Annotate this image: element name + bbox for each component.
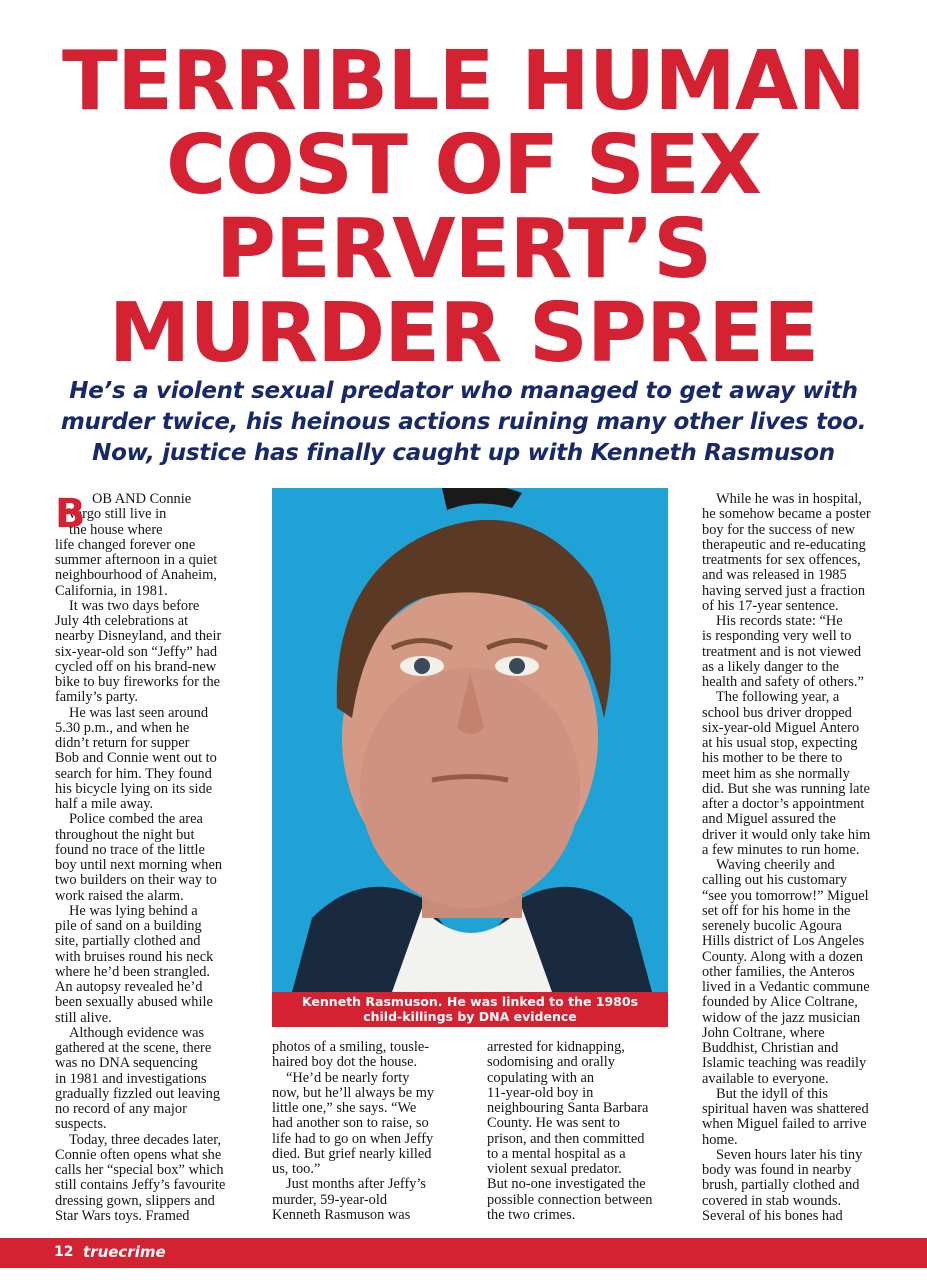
text-line: covered in stab wounds. [702,1192,842,1209]
text-line: calling out his customary [702,872,848,889]
text-line: But the idyll of this [716,1085,828,1102]
text-line: little one,” she says. “We [272,1100,417,1116]
text-line: found no trace of the little [55,841,205,858]
text-line: neighbouring Santa Barbara [487,1100,649,1116]
text-line: possible connection between [487,1191,653,1208]
text-line: sodomising and orally [487,1054,615,1071]
text-line: did. But she was running late [702,780,870,797]
text-line: The following year, a [716,689,840,706]
text-line: copulating with an [487,1069,595,1086]
text-line: his bicycle lying on its side [55,780,213,797]
text-line: having served just a fraction [702,582,866,599]
text-line: us, too.” [272,1161,321,1177]
text-line: home. [702,1131,738,1148]
text-line: the two crimes. [487,1206,576,1223]
drop-cap: B [55,491,86,537]
text-line: murder, 59-year-old [272,1191,388,1208]
text-line: is responding very well to [702,628,852,645]
text-line: He was lying behind a [69,902,198,919]
text-line: available to everyone. [702,1070,829,1087]
text-line: now, but he’ll always be my [272,1084,435,1101]
standfirst-line: murder twice, his heinous actions ruining many other lives too. [60,409,867,435]
text-line: site, partially clothed and [55,933,201,950]
article-column-1 [55,492,245,1224]
text-line: throughout the night but [55,826,195,843]
text-line: California, in 1981. [55,582,168,599]
page-number: 12 [54,1244,74,1260]
text-line: Vargo still live in [67,506,167,523]
text-line: His records state: “He [716,613,843,629]
text-line: Police combed the area [69,811,203,828]
footer-bar [0,1238,927,1268]
headline [0,34,927,381]
standfirst-line: Now, justice has finally caught up with Kenneth Rasmuson [92,440,835,466]
text-line: body was found in nearby [702,1162,852,1178]
text-line: he somehow became a poster [702,506,871,523]
text-line: when Miguel failed to arrive [702,1116,867,1133]
text-line: boy until next morning when [55,857,223,873]
text-line: dressing gown, slippers and [55,1192,215,1209]
text-line: had another son to raise, so [272,1115,429,1132]
text-line: in 1981 and investigations [55,1070,207,1087]
text-line: arrested for kidnapping, [487,1039,625,1055]
headline-line: MURDER SPREE [108,286,819,381]
text-line: widow of the jazz musician [702,1009,861,1026]
text-line: treatments for sex offences, [702,552,861,568]
text-line: prison, and then committed [487,1130,645,1147]
text-line: OB AND Connie [92,491,192,507]
text-line: six-year-old son “Jeffy” had [55,643,218,660]
text-line: While he was in hospital, [716,491,862,507]
text-line: to a mental hospital as a [487,1145,626,1162]
text-line: as a likely danger to the [702,658,840,675]
text-line: still alive. [55,1009,112,1026]
text-line: “see you tomorrow!” Miguel [702,887,869,904]
text-line: two builders on their way to [55,872,217,889]
text-line: died. But grief nearly killed [272,1145,432,1162]
text-line: a few minutes to run home. [702,841,860,858]
text-line: suspects. [55,1116,107,1133]
headline-line: COST OF SEX [166,118,761,213]
text-line: treatment and is not viewed [702,643,862,660]
text-line: meet him as she normally [702,765,850,782]
portrait-illustration [272,488,668,992]
text-line: Several of his bones had [702,1207,843,1224]
text-line: life had to go on when Jeffy [272,1130,434,1147]
text-line: set off for his home in the [702,902,851,919]
headline-line: TERRIBLE HUMAN [62,34,865,129]
text-line: the house where [69,521,163,538]
text-line: search for him. They found [55,765,212,782]
text-line: Seven hours later his tiny [716,1146,863,1163]
text-line: County. He was sent to [487,1115,620,1132]
text-line: life changed forever one [55,536,196,553]
text-line: “He’d be nearly forty [286,1069,410,1086]
portrait-photo [272,488,668,992]
text-line: Hills district of Los Angeles [702,933,865,950]
text-line: photos of a smiling, tousle- [272,1039,430,1055]
text-line: half a mile away. [55,796,154,812]
text-line: therapeutic and re-educating [702,536,866,553]
text-line: and Miguel assured the [702,811,836,828]
text-line: haired boy dot the house. [272,1054,418,1071]
text-line: Islamic teaching was readily [702,1055,867,1072]
text-line: gathered at the scene, there [55,1040,212,1056]
text-line: school bus driver dropped [702,704,852,721]
text-line: six-year-old Miguel Antero [702,719,860,736]
text-line: Today, three decades later, [69,1131,222,1148]
text-line: after a doctor’s appointment [702,796,865,812]
text-line: and was released in 1985 [702,567,847,584]
text-line: no record of any major [55,1101,187,1117]
text-line: family’s party. [55,689,138,706]
standfirst-line: He’s a violent sexual predator who managed to get away with [69,378,858,404]
text-line: work raised the alarm. [55,887,184,904]
text-line: boy for the success of new [702,521,856,538]
text-line: serenely bucolic Agoura [702,918,842,934]
text-line: John Coltrane, where [702,1024,825,1041]
article-column-3 [487,1040,677,1223]
text-line: driver it would only take him [702,826,871,843]
caption-line: Kenneth Rasmuson. He was linked to the 1980s [301,994,639,1009]
text-line: bike to buy fireworks for the [55,674,221,690]
text-line: brush, partially clothed and [702,1177,860,1194]
article-column-4 [702,492,902,1224]
text-line: health and safety of others.” [702,674,864,690]
text-line: Connie often opens what she [55,1146,222,1163]
caption-line: child-killings by DNA evidence [363,1009,577,1024]
text-line: Waving cheerily and [716,857,835,873]
text-line: lived in a Vedantic commune [702,979,870,995]
text-line: Although evidence was [69,1024,205,1041]
text-line: It was two days before [69,597,200,614]
text-line: where he’d been strangled. [55,963,211,980]
text-line: Buddhist, Christian and [702,1040,839,1056]
standfirst [40,376,887,469]
text-line: of his 17-year sentence. [702,597,839,614]
text-line: July 4th celebrations at [55,613,189,629]
text-line: been sexually abused while [55,994,213,1011]
headline-line: PERVERT’S [215,202,712,297]
text-line: Star Wars toys. Framed [55,1207,190,1224]
text-line: still contains Jeffy’s favourite [55,1177,226,1194]
text-line: with bruises round his neck [55,948,214,965]
text-line: Bob and Connie went out to [55,750,217,767]
text-line: founded by Alice Coltrane, [702,994,858,1011]
text-line: nearby Disneyland, and their [55,628,222,645]
text-line: 11-year-old boy in [487,1084,594,1101]
text-line: But no-one investigated the [487,1176,646,1193]
text-line: other families, the Anteros [702,963,855,980]
text-line: calls her “special box” which [55,1162,224,1178]
photo-caption [272,992,668,1027]
text-line: cycled off on his brand-new [55,658,217,675]
text-line: He was last seen around [69,704,209,721]
text-line: violent sexual predator. [487,1161,622,1177]
text-line: neighbourhood of Anaheim, [55,567,217,584]
text-line: didn’t return for supper [55,735,190,751]
text-line: was no DNA sequencing [55,1055,198,1072]
text-line: Just months after Jeffy’s [286,1176,427,1193]
text-line: 5.30 p.m., and when he [55,719,190,736]
text-line: summer afternoon in a quiet [55,552,218,568]
text-line: gradually fizzled out leaving [55,1085,221,1102]
text-line: his mother to be there to [702,750,843,767]
text-line: pile of sand on a building [55,918,202,934]
article-column-2 [272,1040,462,1223]
magazine-name: truecrime [83,1243,166,1261]
text-line: Kenneth Rasmuson was [272,1206,411,1223]
text-line: County. Along with a dozen [702,948,863,965]
text-line: spiritual haven was shattered [702,1101,869,1117]
text-line: at his usual stop, expecting [702,735,858,751]
text-line: An autopsy revealed he’d [55,979,203,995]
